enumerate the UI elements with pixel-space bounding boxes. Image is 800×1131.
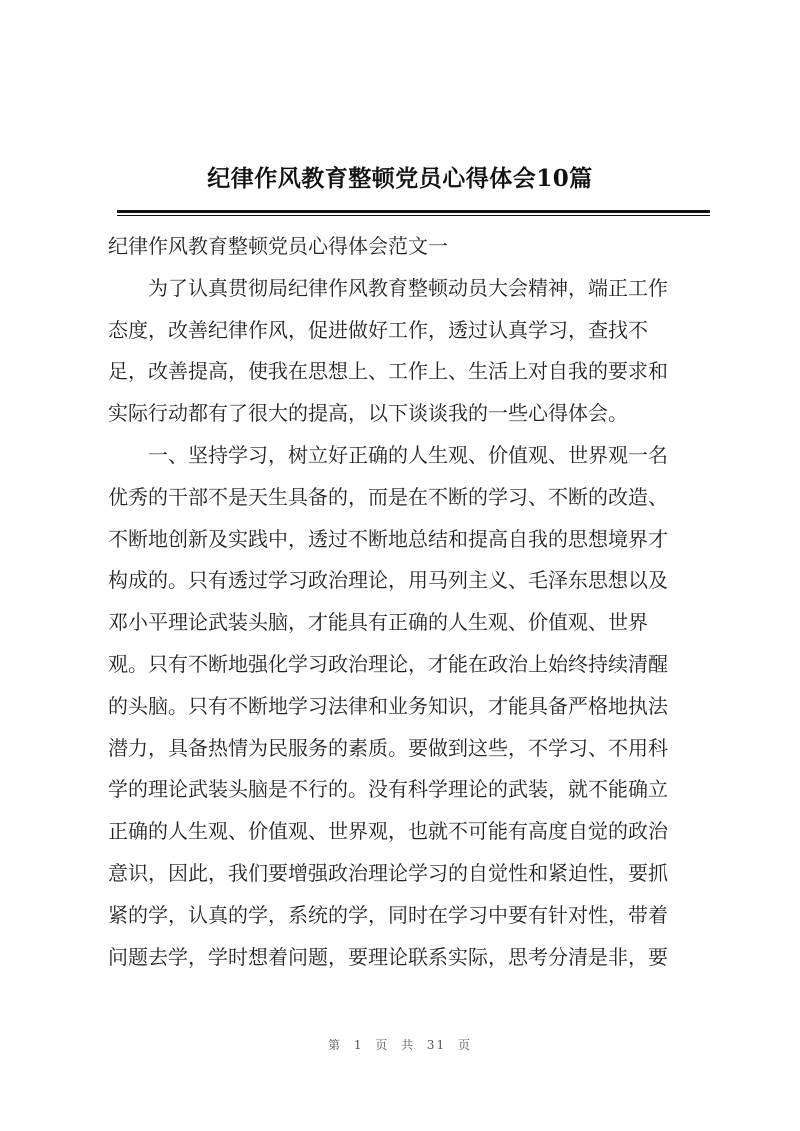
body-line: 纪律作风教育整顿党员心得体会范文一: [108, 234, 448, 258]
body-line: 的头脑。只有不断地学习法律和业务知识，才能具备严格地执法: [108, 693, 668, 718]
body-line: 意识，因此，我们要增强政治理论学习的自觉性和紧迫性，要抓: [108, 860, 668, 885]
body-line: 态度，改善纪律作风，促进做好工作，透过认真学习，查找不: [108, 317, 648, 342]
body-line: 潜力，具备热情为民服务的素质。要做到这些，不学习、不用科: [108, 735, 668, 760]
body-line: 实际行动都有了很大的提高，以下谈谈我的一些心得体会。: [108, 401, 628, 426]
body-line: 一、坚持学习，树立好正确的人生观、价值观、世界观一名: [108, 442, 668, 467]
document-body: [108, 226, 710, 978]
body-line: 紧的学，认真的学，系统的学，同时在学习中要有针对性，带着: [108, 902, 668, 927]
page-footer: 第 1 页 共 31 页: [328, 1038, 472, 1052]
body-line: 不断地创新及实践中，透过不断地总结和提高自我的思想境界才: [108, 526, 668, 551]
body-line: 为了认真贯彻局纪律作风教育整顿动员大会精神，端正工作: [108, 275, 668, 300]
body-line: 邓小平理论武装头脑，才能具有正确的人生观、价值观、世界: [108, 610, 648, 635]
title-rule-thin: [117, 215, 710, 216]
title-rule-thick: [117, 210, 710, 213]
body-line: 优秀的干部不是天生具备的，而是在不断的学习、不断的改造、: [108, 484, 668, 509]
body-line: 学的理论武装头脑是不行的。没有科学理论的武装，就不能确立: [108, 777, 668, 802]
body-line: 问题去学，学时想着问题，要理论联系实际，思考分清是非，要: [108, 944, 668, 969]
body-line: 构成的。只有透过学习政治理论，用马列主义、毛泽东思想以及: [108, 568, 668, 593]
document-title: 纪律作风教育整顿党员心得体会10篇: [207, 165, 593, 192]
body-line: 足，改善提高，使我在思想上、工作上、生活上对自我的要求和: [108, 359, 668, 384]
body-line: 观。只有不断地强化学习政治理论，才能在政治上始终持续清醒: [108, 651, 668, 676]
body-line: 正确的人生观、价值观、世界观，也就不可能有高度自觉的政治: [108, 819, 668, 844]
